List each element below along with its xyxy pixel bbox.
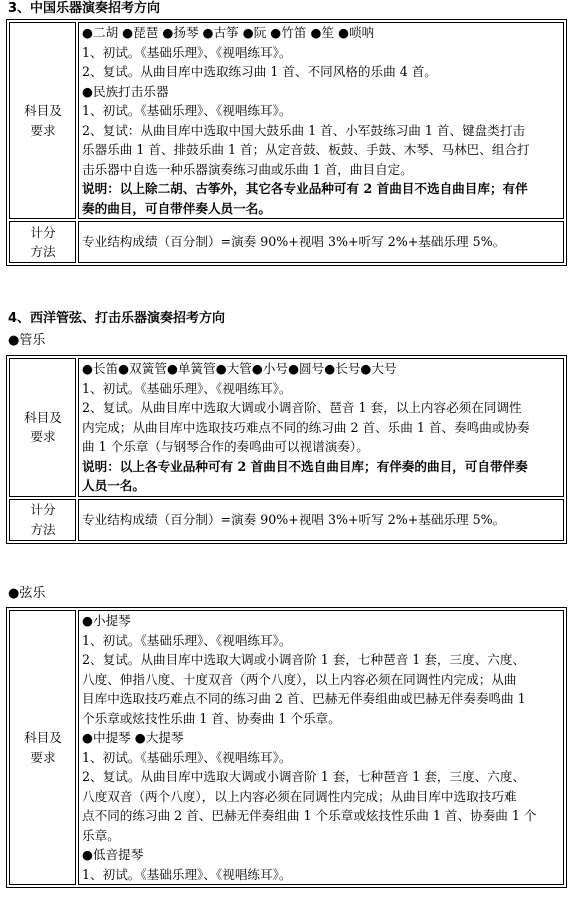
section3-subject-row — [9, 22, 564, 219]
subject-content-cell — [78, 610, 564, 885]
content-line: ●小提琴 — [82, 613, 131, 628]
score-text: 专业结构成绩（百分制）=演奏 90%+视唱 3%+听写 2%+基础乐理 5%。 — [82, 511, 506, 527]
subject-label-line: 要求 — [30, 749, 56, 765]
content-line: 2、复试。从曲目库中选取大调或小调音阶 1 套，七种琶音 1 套，三度、六度、 — [82, 652, 526, 667]
content-line: 人员一名。 — [82, 478, 145, 493]
subject-content-cell — [78, 358, 564, 497]
content-line: 1、初试。《基础乐理》、《视唱练耳》。 — [82, 103, 292, 118]
strings-subject-row — [9, 610, 564, 885]
section3-score-row — [9, 221, 564, 263]
section4-title: 4、西洋管弦、打击乐器演奏招考方向 — [8, 311, 226, 326]
content-line: 击乐器中自选一种乐器演奏练习曲或乐曲 1 首，曲目自定。 — [82, 161, 413, 177]
winds-table — [6, 355, 567, 544]
content-line: 1、初试。《基础乐理》、《视唱练耳》。 — [82, 380, 292, 396]
subject-label-line: 科目及 — [24, 730, 62, 745]
content-line: 内完成；从曲目库中选取技巧难点不同的练习曲 2 首、乐曲 1 首、奏鸣曲或协奏 — [82, 419, 530, 435]
content-line: 1、初试。《基础乐理》、《视唱练耳》。 — [82, 749, 292, 765]
content-line: 曲 1 个乐章（与钢琴合作的奏鸣曲可以视谱演奏）。 — [82, 439, 369, 454]
subject-label-line: 科目及 — [24, 103, 62, 118]
winds-subtitle: ●管乐 — [8, 333, 46, 348]
content-line: 点不同的练习曲 2 首、巴赫无伴奏组曲 1 个乐章或炫技性乐曲 1 首、协奏曲 1 个 — [82, 808, 537, 823]
content-line: 目库中选取技巧难点不同的练习曲 2 首、巴赫无伴奏组曲或巴赫无伴奏奏鸣曲 1 — [82, 691, 526, 706]
content-line: ●低音提琴 — [82, 847, 144, 862]
subject-label-cell — [9, 22, 76, 219]
score-text: 专业结构成绩（百分制）=演奏 90%+视唱 3%+听写 2%+基础乐理 5%。 — [82, 234, 506, 250]
winds-score-row — [9, 499, 564, 541]
score-label-cell — [9, 221, 76, 263]
content-line: 2、复试。从曲目库中选取大调或小调音阶 1 套，七种琶音 1 套，三度、六度、 — [82, 769, 526, 784]
content-line: 乐器乐曲 1 首、排鼓乐曲 1 首；从定音鼓、板鼓、手鼓、木琴、马林巴、组合打 — [82, 142, 530, 157]
subject-label-line: 要求 — [30, 429, 56, 445]
score-label-line: 计分 — [30, 502, 56, 517]
score-label-line: 方法 — [30, 521, 56, 537]
content-line: 个乐章或炫技性乐曲 1 首、协奏曲 1 个乐章。 — [82, 710, 341, 726]
content-line: ●长笛●双簧管●单簧管●大管●小号●圆号●长号●大号 — [82, 361, 397, 376]
content-line: 说明：以上除二胡、古筝外，其它各专业品种可有 2 首曲目不选自曲目库；有伴 — [82, 181, 528, 196]
content-line: 2、复试。从曲目库中选取练习曲 1 首、不同风格的乐曲 4 首。 — [82, 64, 437, 79]
content-line: 1、初试。《基础乐理》、《视唱练耳》。 — [82, 44, 292, 60]
subject-label-cell — [9, 610, 76, 885]
score-label-cell — [9, 499, 76, 541]
content-line: ●二胡 ●琵琶 ●扬琴 ●古筝 ●阮 ●竹笛 ●笙 ●唢呐 — [82, 25, 375, 40]
content-line: 奏的曲目，可自带伴奏人员一名。 — [82, 200, 271, 216]
subject-content-cell — [78, 22, 564, 219]
content-line: 说明：以上各专业品种可有 2 首曲目不选自曲目库；有伴奏的曲目，可自带伴奏 — [82, 458, 528, 474]
strings-subtitle: ●弦乐 — [8, 586, 46, 601]
content-line: 乐章。 — [82, 827, 120, 843]
subject-label-line: 科目及 — [24, 409, 62, 425]
content-line: 2、复试。从曲目库中选取大调或小调音阶、琶音 1 套，以上内容必须在同调性 — [82, 400, 522, 415]
content-line: 2、复试：从曲目库中选取中国大鼓乐曲 1 首、小军鼓练习曲 1 首、键盘类打击 — [82, 122, 526, 138]
section3-table — [6, 19, 567, 266]
section3-title: 3、中国乐器演奏招考方向 — [8, 1, 161, 16]
content-line: 1、初试。《基础乐理》、《视唱练耳》。 — [82, 632, 292, 648]
content-line: ●民族打击乐器 — [82, 83, 169, 99]
subject-label-cell — [9, 358, 76, 497]
score-content-cell — [78, 221, 564, 263]
strings-table — [6, 607, 567, 888]
content-line: 八度双音（两个八度），以上内容必须在同调性内完成；从曲目库中选取技巧难 — [82, 788, 517, 804]
content-line: 1、初试。《基础乐理》、《视唱练耳》。 — [82, 866, 292, 882]
content-line: ●中提琴 ●大提琴 — [82, 730, 184, 745]
winds-subject-row — [9, 358, 564, 497]
content-line: 八度、伸指八度、十度双音（两个八度），以上内容必须在同调性内完成；从曲 — [82, 671, 517, 687]
score-label-line: 计分 — [30, 224, 56, 240]
score-content-cell — [78, 499, 564, 541]
score-label-line: 方法 — [30, 244, 56, 259]
subject-label-line: 要求 — [30, 122, 56, 138]
